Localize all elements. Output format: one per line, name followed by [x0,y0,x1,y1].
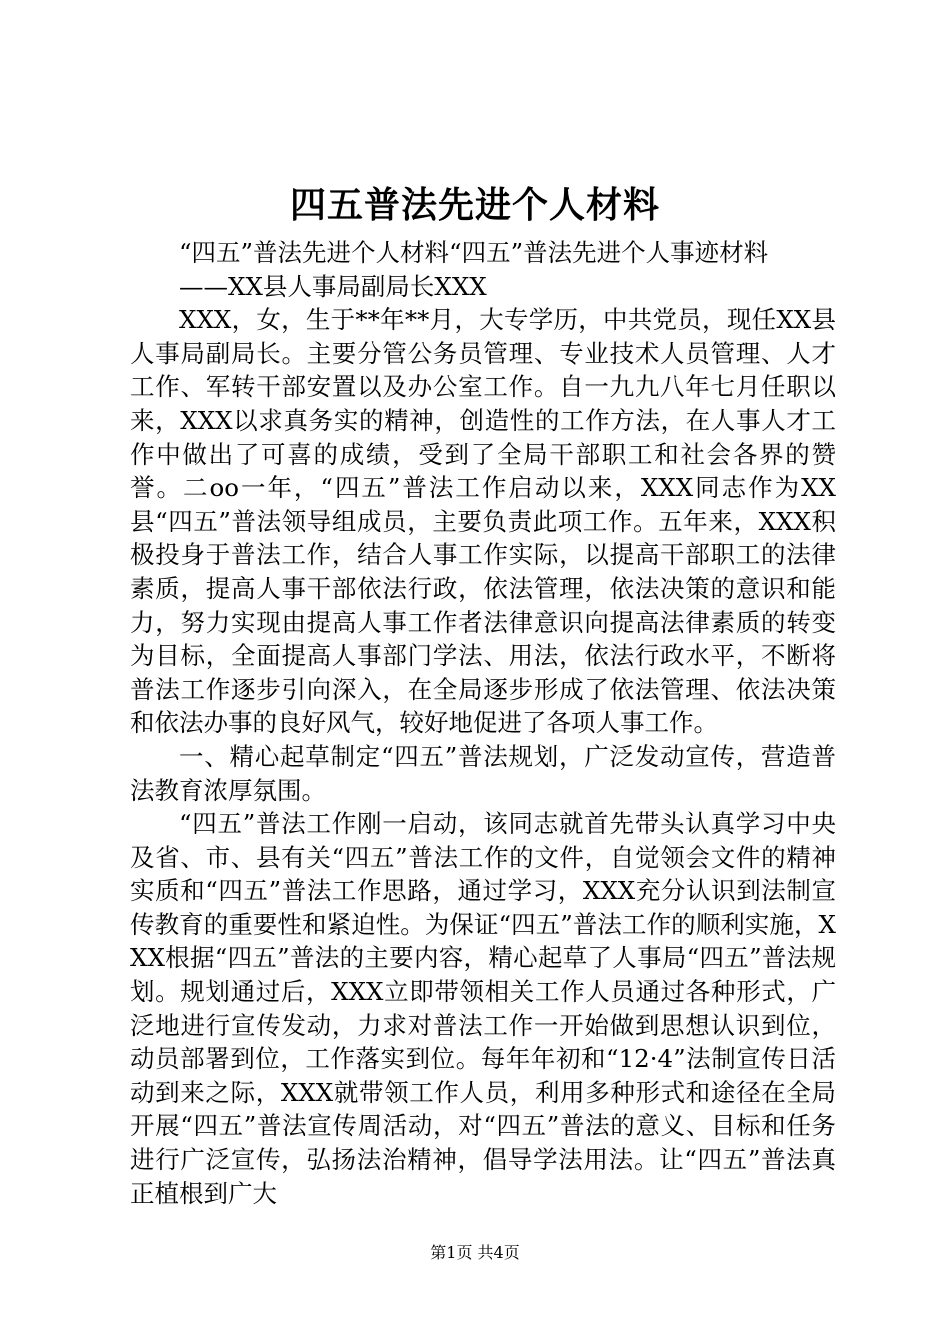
paragraph-section-heading-1: 一、精心起草制定“四五”普法规划，广泛发动宣传，营造普法教育浓厚氛围。 [130,741,836,805]
paragraph-introduction: XXX，女，生于**年**月，大专学历，中共党员，现任XX县人事局副局长。主要分管公务员管理、专业技术人员管理、人才工作、军转干部安置以及办公室工作。自一九九八年七月任职以来，XXX以求真务实的精神，创造性的工作方法，在人事人才工作中做出了可喜的成绩，受到了全局干部职工和社会各界的赞誉。二oo一年，“四五”普法工作启动以来，XXX同志作为XX县“四五”普法领导组成员，主要负责此项工作。五年来，XXX积极投身于普法工作，结合人事工作实际，以提高干部职工的法律素质，提高人事干部依法行政，依法管理，依法决策的意识和能力，努力实现由提高人事工作者法律意识向提高法律素质的转变为目标，全面提高人事部门学法、用法，依法行政水平，不断将普法工作逐步引向深入，在全局逐步形成了依法管理、依法决策和依法办事的良好风气，较好地促进了各项人事工作。 [130,305,836,738]
document-body [130,236,836,1210]
paragraph-section-1-body: “四五”普法工作刚一启动，该同志就首先带头认真学习中央及省、市、县有关“四五”普法工作的文件，自觉领会文件的精神实质和“四五”普法工作思路，通过学习，XXX充分认识到法制宣传教育的重要性和紧迫性。为保证“四五”普法工作的顺利实施，XXX根据“四五”普法的主要内容，精心起草了人事局“四五”普法规划。规划通过后，XXX立即带领相关工作人员通过各种形式，广泛地进行宣传发动，力求对普法工作一开始做到思想认识到位，动员部署到位，工作落实到位。每年年初和“12·4”法制宣传日活动到来之际，XXX就带领工作人员，利用多种形式和途径在全局开展“四五”普法宣传周活动，对“四五”普法的意义、目标和任务进行广泛宣传，弘扬法治精神，倡导学法用法。让“四五”普法真正植根到广大 [130,809,836,1208]
paragraph-subtitle: “四五”普法先进个人材料“四五”普法先进个人事迹材料 [179,238,769,267]
document-title: 四五普法先进个人材料 [289,184,660,226]
paragraph-author-line: ——XX县人事局副局长XXX [179,271,487,301]
page-footer: 第1页 共4页 [430,1243,520,1262]
